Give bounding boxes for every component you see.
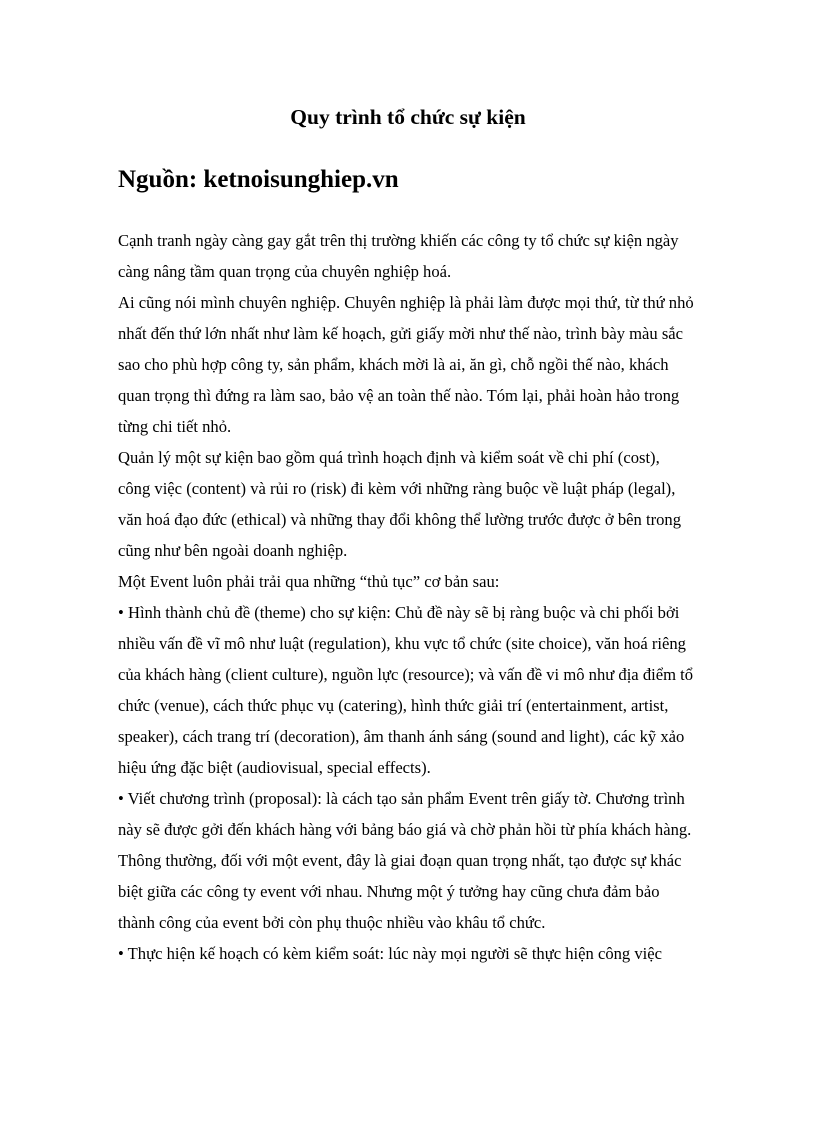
bullet-item-execution: • Thực hiện kế hoạch có kèm kiểm soát: lúc này mọi người sẽ thực hiện công việc bbox=[118, 944, 662, 963]
document-body bbox=[118, 225, 696, 969]
paragraph: Quản lý một sự kiện bao gồm quá trình hoạch định và kiểm soát về chi phí (cost), công việc (content) và rủi ro (risk) đi kèm với những ràng buộc về luật pháp (legal), văn hoá đạo đức (ethical) và những thay đổi không thể lường trước được ở bên trong cũng như bên ngoài doanh nghiệp. bbox=[118, 448, 681, 560]
document-title: Quy trình tổ chức sự kiện bbox=[290, 105, 526, 129]
bullet-item-proposal: • Viết chương trình (proposal): là cách tạo sản phẩm Event trên giấy tờ. Chương trình này sẽ được gởi đến khách hàng với bảng báo giá và chờ phản hồi từ phía khách hàng. Thông thường, đối với một event, đây là giai đoạn quan trọng nhất, tạo được sự khác biệt giữa các công ty event với nhau. Nhưng một ý tưởng hay cũng chưa đảm bảo thành công của event bởi còn phụ thuộc nhiều vào khâu tổ chức. bbox=[118, 789, 692, 932]
paragraph: Ai cũng nói mình chuyên nghiệp. Chuyên nghiệp là phải làm được mọi thứ, từ thứ nhỏ nhất đến thứ lớn nhất như làm kế hoạch, gửi giấy mời như thế nào, trình bày màu sắc sao cho phù hợp công ty, sản phẩm, khách mời là ai, ăn gì, chỗ ngồi thế nào, khách quan trọng thì đứng ra làm sao, bảo vệ an toàn thế nào. Tóm lại, phải hoàn hảo trong từng chi tiết nhỏ. bbox=[118, 293, 694, 436]
source-heading: Nguồn: ketnoisunghiep.vn bbox=[118, 166, 399, 193]
paragraph: Một Event luôn phải trải qua những “thủ tục” cơ bản sau: bbox=[118, 572, 500, 591]
bullet-item-theme: • Hình thành chủ đề (theme) cho sự kiện: Chủ đề này sẽ bị ràng buộc và chi phối bởi nhiều vấn đề vĩ mô như luật (regulation), khu vực tổ chức (site choice), văn hoá riêng của khách hàng (client culture), nguồn lực (resource); và vấn đề vi mô như địa điểm tổ chức (venue), cách thức phục vụ (catering), hình thức giải trí (entertainment, artist, speaker), cách trang trí (decoration), âm thanh ánh sáng (sound and light), các kỹ xảo hiệu ứng đặc biệt (audiovisual, special effects). bbox=[118, 603, 694, 777]
paragraph: Cạnh tranh ngày càng gay gắt trên thị trường khiến các công ty tổ chức sự kiện ngày càng nâng tầm quan trọng của chuyên nghiệp hoá. bbox=[118, 231, 679, 281]
